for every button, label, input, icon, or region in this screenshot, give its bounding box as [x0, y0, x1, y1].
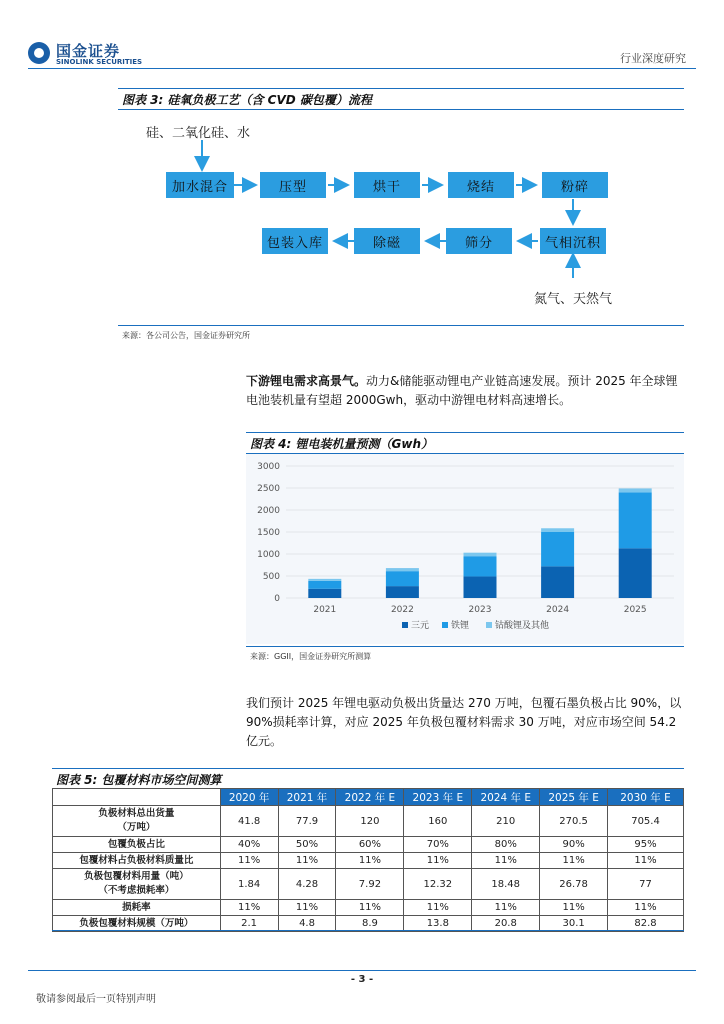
battery-installations-chart [246, 454, 684, 644]
bar-segment [386, 568, 419, 571]
y-tick-label: 3000 [257, 462, 280, 472]
bar-segment [619, 488, 652, 492]
table-cell: 11% [540, 853, 608, 869]
table-cell: 120 [336, 806, 404, 837]
table-row [53, 853, 684, 869]
x-tick-label: 2022 [390, 605, 414, 615]
bar-segment [308, 579, 341, 581]
paragraph-demand-body: 动力&储能驱动锂电产业链高速发展。预计 2025 年全球锂电池装机量有望超 2000Gwh，驱动中游锂电材料高速增长。 [246, 374, 678, 407]
bar-segment [386, 586, 419, 598]
table-cell: 13.8 [404, 916, 472, 932]
table-cell: 7.92 [336, 869, 404, 900]
bar-segment [541, 528, 574, 532]
table-cell: 160 [404, 806, 472, 837]
bar-segment [386, 571, 419, 586]
y-tick-label: 2000 [257, 506, 280, 516]
flow-step-dry: 烘干 [354, 172, 420, 198]
flow-arrows [118, 138, 684, 308]
table-row-label [53, 837, 221, 853]
table-cell: 11% [608, 853, 684, 869]
table-header-cell: 2030 年 E [608, 789, 684, 806]
bar-segment [619, 548, 652, 598]
bar-segment [464, 553, 497, 557]
table-cell: 11% [540, 900, 608, 916]
flow-step-demag: 除磁 [354, 228, 420, 254]
flow-step-sinter: 烧结 [448, 172, 514, 198]
paragraph-demand [246, 372, 686, 410]
table-cell: 12.32 [404, 869, 472, 900]
row-label-main: 负极包覆材料用量（吨） [84, 871, 189, 882]
table-cell: 210 [472, 806, 540, 837]
flow-step-crush: 粉碎 [542, 172, 608, 198]
table-header-cell [53, 789, 221, 806]
footer-disclaimer: 敬请参阅最后一页特别声明 [36, 994, 156, 1005]
legend-swatch [402, 622, 408, 628]
table-cell: 11% [336, 853, 404, 869]
table-cell: 26.78 [540, 869, 608, 900]
table-cell: 11% [472, 853, 540, 869]
table-cell: 18.48 [472, 869, 540, 900]
table-header-cell: 2025 年 E [540, 789, 608, 806]
bar-segment [541, 532, 574, 566]
logo-en: SINOLINK SECURITIES [56, 58, 143, 66]
table-row-label [53, 869, 221, 900]
bar-segment [308, 581, 341, 589]
legend-swatch [442, 622, 448, 628]
bar-segment [308, 589, 341, 598]
flow-step-pack: 包装入库 [262, 228, 328, 254]
table-header-cell: 2020 年 [220, 789, 278, 806]
x-tick-label: 2021 [313, 605, 337, 615]
bar-segment [619, 492, 652, 548]
bar-segment [541, 566, 574, 598]
figure4-source: 来源：GGII，国金证券研究所测算 [250, 652, 372, 661]
legend-label: 铁锂 [451, 621, 470, 631]
logo-icon [28, 42, 50, 64]
row-label-sub: （万吨） [117, 822, 156, 833]
table-header-cell: 2024 年 E [472, 789, 540, 806]
flow-step-mix: 加水混合 [166, 172, 234, 198]
table-cell: 8.9 [336, 916, 404, 932]
x-tick-label: 2024 [546, 605, 570, 615]
table-cell: 11% [472, 900, 540, 916]
bar-segment [464, 576, 497, 598]
market-table [52, 788, 684, 932]
logo-cn: 国金证券 [56, 42, 121, 60]
header-divider [28, 68, 696, 69]
figure3-caption-bar [118, 88, 684, 110]
table-row [53, 900, 684, 916]
table-header-cell: 2021 年 [278, 789, 336, 806]
table-cell: 70% [404, 837, 472, 853]
paragraph-demand-lead: 下游锂电需求高景气。 [246, 374, 367, 388]
y-tick-label: 1500 [257, 528, 280, 538]
figure4-bottom-rule [246, 646, 684, 647]
y-tick-label: 0 [274, 594, 280, 604]
row-label-main: 包覆材料占负极材料质量比 [79, 854, 194, 866]
table-cell: 30.1 [540, 916, 608, 932]
figure3-bottom-rule [118, 325, 684, 326]
figure5-caption: 图表 5: 包覆材料市场空间测算 [56, 773, 222, 787]
table-cell: 77.9 [278, 806, 336, 837]
table-cell: 20.8 [472, 916, 540, 932]
legend-label: 三元 [411, 621, 430, 631]
table-cell: 82.8 [608, 916, 684, 932]
table-cell: 1.84 [220, 869, 278, 900]
table-cell: 11% [336, 900, 404, 916]
paragraph-market: 我们预计 2025 年锂电驱动负极出货量达 270 万吨，包覆石墨负极占比 90%，以 90%损耗率计算，对应 2025 年负极包覆材料需求 30 万吨，对应市场空间 54.2 亿元。 [246, 696, 682, 748]
bar-segment [464, 556, 497, 576]
table-row [53, 806, 684, 837]
y-tick-label: 2500 [257, 484, 280, 494]
table-cell: 95% [608, 837, 684, 853]
table-row-label [53, 806, 221, 837]
table-cell: 80% [472, 837, 540, 853]
flow-step-press: 压型 [260, 172, 326, 198]
x-tick-label: 2025 [623, 605, 647, 615]
table-cell: 705.4 [608, 806, 684, 837]
flow-input-bottom: 氮气、天然气 [534, 292, 613, 307]
figure5-table-wrap [52, 788, 684, 932]
table-cell: 2.1 [220, 916, 278, 932]
table-cell: 90% [540, 837, 608, 853]
table-row-label [53, 900, 221, 916]
figure3-caption: 图表 3: 硅氧负极工艺（含 CVD 碳包覆）流程 [122, 93, 372, 107]
page-number: - 3 - [350, 974, 374, 985]
y-tick-label: 1000 [257, 550, 280, 560]
report-type: 行业深度研究 [620, 52, 686, 65]
row-label-sub: （不考虑损耗率） [98, 885, 175, 896]
table-cell: 11% [278, 853, 336, 869]
flow-input-top: 硅、二氧化硅、水 [146, 126, 251, 141]
table-row [53, 869, 684, 900]
figure5-caption-bar [52, 768, 684, 790]
table-cell: 11% [220, 853, 278, 869]
row-label-main: 损耗率 [122, 901, 151, 913]
flow-step-sieve: 筛分 [446, 228, 512, 254]
table-cell: 77 [608, 869, 684, 900]
table-cell: 41.8 [220, 806, 278, 837]
table-cell: 40% [220, 837, 278, 853]
table-header-cell: 2022 年 E [336, 789, 404, 806]
table-cell: 270.5 [540, 806, 608, 837]
table-header-row [53, 789, 684, 806]
table-cell: 4.8 [278, 916, 336, 932]
legend-label: 钴酸锂及其他 [495, 621, 550, 631]
figure5-bottom-rule [52, 930, 684, 931]
table-row-label [53, 853, 221, 869]
table-cell: 60% [336, 837, 404, 853]
table-cell: 11% [278, 900, 336, 916]
x-tick-label: 2023 [468, 605, 492, 615]
row-label-main: 负极材料总出货量 [98, 808, 175, 819]
figure3-source: 来源：各公司公告，国金证券研究所 [122, 331, 250, 340]
row-label-main: 包覆负极占比 [107, 838, 165, 850]
table-cell: 11% [404, 853, 472, 869]
figure4-caption-bar [246, 432, 684, 454]
flow-step-cvd: 气相沉积 [540, 228, 606, 254]
table-cell: 11% [220, 900, 278, 916]
footer-divider [28, 970, 696, 971]
table-cell: 11% [404, 900, 472, 916]
row-label-main: 负极包覆材料规模（万吨） [79, 917, 194, 929]
table-cell: 50% [278, 837, 336, 853]
table-cell: 4.28 [278, 869, 336, 900]
table-cell: 11% [608, 900, 684, 916]
y-tick-label: 500 [262, 572, 280, 582]
legend-swatch [486, 622, 492, 628]
table-header-cell: 2023 年 E [404, 789, 472, 806]
figure4-caption: 图表 4: 锂电装机量预测（Gwh） [250, 437, 433, 451]
table-row [53, 837, 684, 853]
